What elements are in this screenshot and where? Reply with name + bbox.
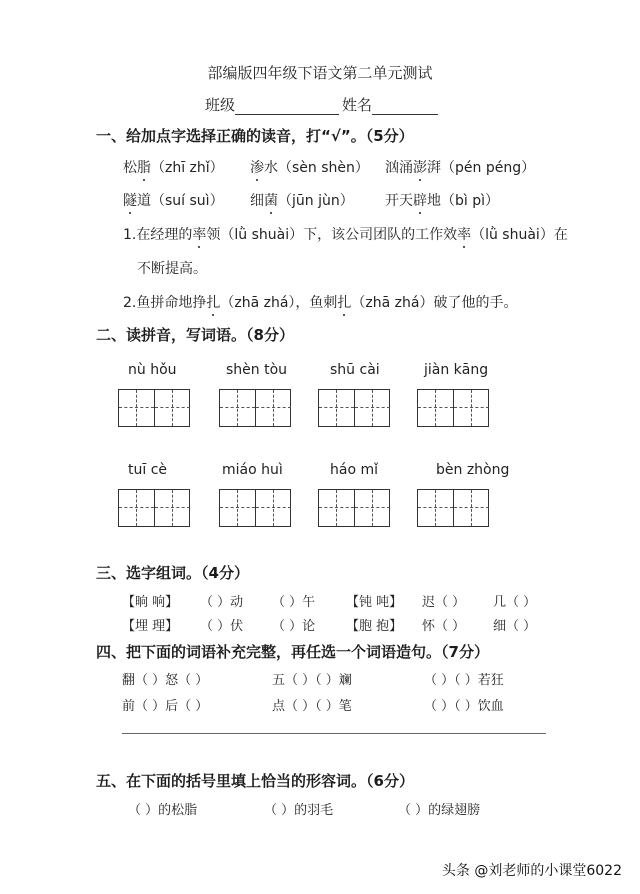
idiom-blank[interactable]: 点（ ）（ ）笔	[272, 699, 352, 714]
pinyin-label: jiàn kāng	[424, 362, 489, 378]
fill-blank[interactable]: （ ）午	[272, 595, 316, 610]
sentence-1-cont: 不断提高。	[137, 261, 207, 277]
fill-blank[interactable]: （ ）伏	[200, 619, 244, 634]
pron-item: 开天辟地（bì pì）	[385, 193, 500, 209]
pron-item: 汹涌澎湃（pén péng）	[385, 160, 536, 176]
class-label: 班级	[205, 96, 236, 114]
writing-grid[interactable]	[219, 489, 291, 527]
section4-heading: 四、把下面的词语补充完整，再任选一个词语造句。（7分）	[96, 643, 489, 661]
fill-blank[interactable]: （ ）论	[272, 619, 316, 634]
watermark: 头条 @刘老师的小课堂6022	[441, 863, 622, 879]
section1-heading: 一、给加点字选择正确的读音，打“√”。（5分）	[96, 127, 414, 145]
section3-heading: 三、选字组词。（4分）	[96, 564, 249, 582]
fill-blank[interactable]: 细（ ）	[493, 619, 537, 634]
sentence-writing-line[interactable]	[122, 733, 546, 734]
class-blank[interactable]	[235, 99, 339, 115]
idiom-blank[interactable]: （ ）（ ）饮血	[424, 699, 504, 714]
pinyin-label: nù hǒu	[128, 362, 177, 378]
idiom-blank[interactable]: （ ）（ ）若狂	[424, 673, 504, 688]
writing-grid[interactable]	[417, 489, 489, 527]
class-field	[205, 94, 339, 115]
pinyin-label: bèn zhòng	[436, 462, 510, 478]
char-group: 【晌 响】	[122, 595, 179, 610]
pron-item: 渗水（sèn shèn）	[250, 160, 369, 176]
writing-grid[interactable]	[118, 389, 190, 427]
writing-grid[interactable]	[219, 389, 291, 427]
name-blank[interactable]	[372, 99, 438, 115]
writing-grid[interactable]	[417, 389, 489, 427]
name-field	[342, 94, 438, 115]
page-title: 部编版四年级下语文第二单元测试	[207, 64, 433, 82]
idiom-blank[interactable]: 翻（ ）怒（ ）	[122, 673, 209, 688]
pron-item: 隧道（suí suì）	[123, 193, 224, 209]
writing-grid[interactable]	[318, 389, 390, 427]
pinyin-label: tuī cè	[128, 462, 168, 478]
idiom-blank[interactable]: 前（ ）后（ ）	[122, 699, 209, 714]
pinyin-label: miáo huì	[222, 462, 283, 478]
adjective-blank[interactable]: （ ）的绿翅膀	[398, 803, 481, 818]
sentence-1: 1.在经理的率领（lǜ shuài）下，该公司团队的工作效率（lǜ shuài）在	[123, 227, 568, 243]
adjective-blank[interactable]: （ ）的松脂	[128, 803, 198, 818]
pinyin-label: shū cài	[330, 362, 380, 378]
fill-blank[interactable]: 迟（ ）	[422, 595, 466, 610]
pinyin-label: shèn tòu	[226, 362, 288, 378]
adjective-blank[interactable]: （ ）的羽毛	[264, 803, 334, 818]
pinyin-label: háo mǐ	[330, 462, 378, 478]
pron-item: 松脂（zhī zhǐ）	[123, 160, 224, 176]
char-group: 【埋 理】	[122, 619, 179, 634]
sentence-2: 2.鱼拼命地挣扎（zhā zhá），鱼刺扎（zhā zhá）破了他的手。	[123, 295, 518, 311]
char-group: 【胞 抱】	[346, 619, 403, 634]
fill-blank[interactable]: （ ）动	[200, 595, 244, 610]
section5-heading: 五、在下面的括号里填上恰当的形容词。（6分）	[96, 772, 414, 790]
char-group: 【钝 吨】	[346, 595, 403, 610]
fill-blank[interactable]: 怀（ ）	[422, 619, 466, 634]
writing-grid[interactable]	[118, 489, 190, 527]
section2-heading: 二、读拼音，写词语。（8分）	[96, 326, 294, 344]
idiom-blank[interactable]: 五（ ）（ ）斓	[272, 673, 352, 688]
writing-grid[interactable]	[318, 489, 390, 527]
name-label: 姓名	[342, 96, 373, 114]
pron-item: 细菌（jūn jùn）	[250, 193, 354, 209]
fill-blank[interactable]: 几（ ）	[493, 595, 537, 610]
